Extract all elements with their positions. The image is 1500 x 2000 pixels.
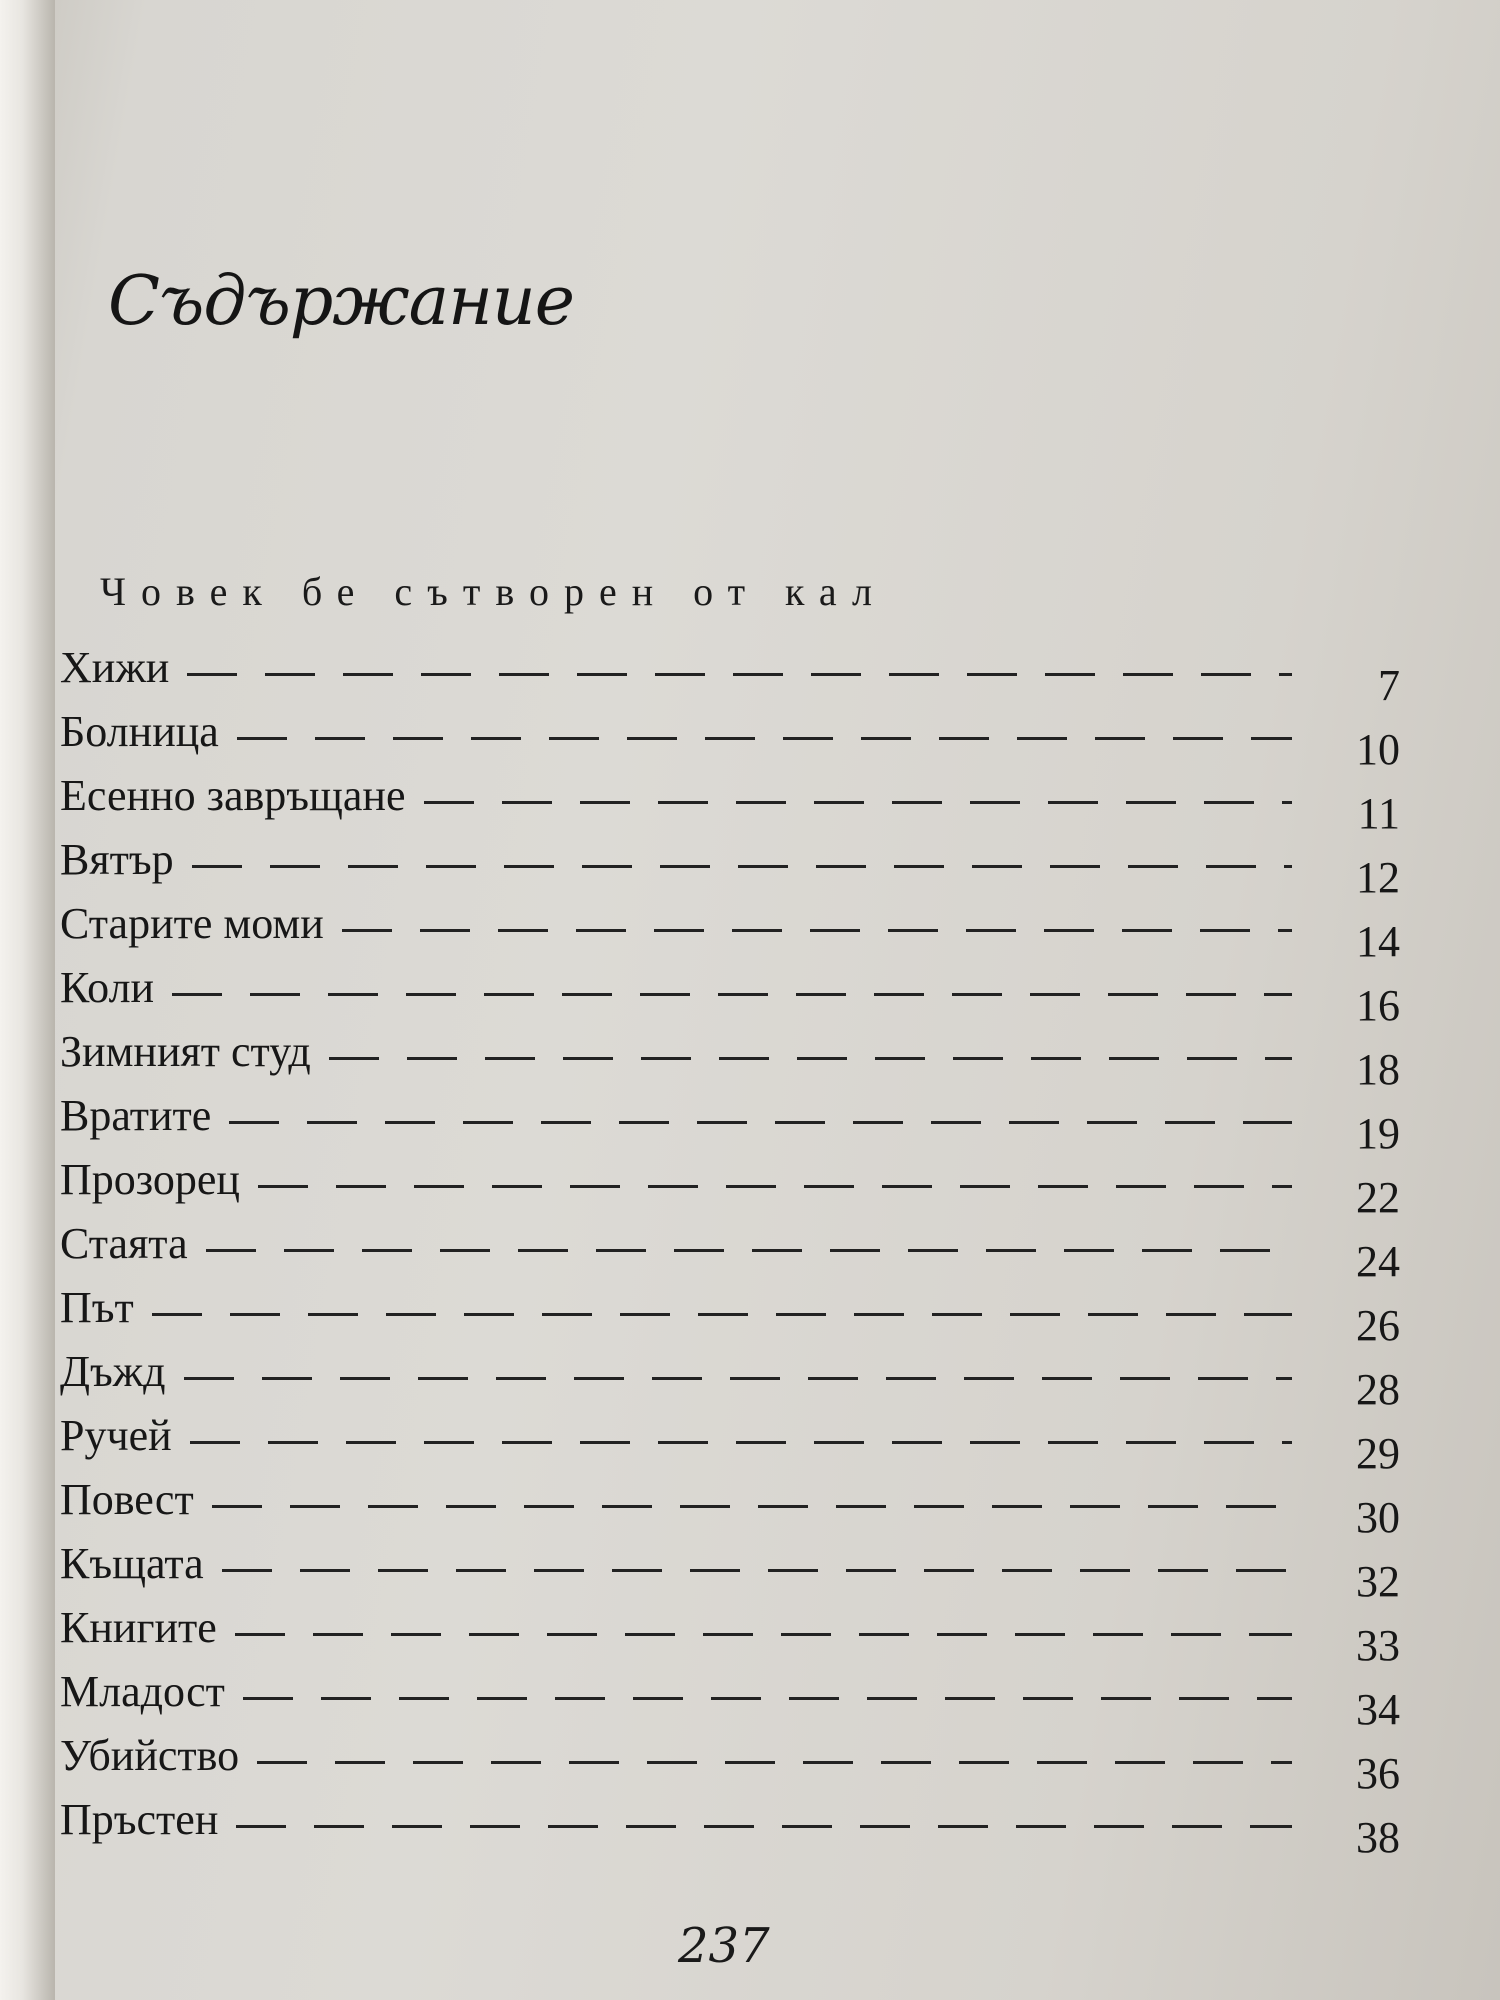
- toc-entry: [60, 1074, 1400, 1158]
- toc-entry: [60, 1586, 1400, 1670]
- dash-leader: [190, 1441, 1292, 1444]
- toc-entry-page: 32: [1356, 1557, 1400, 1606]
- toc-entry-page: 11: [1357, 789, 1400, 838]
- dash-leader: [152, 1313, 1292, 1316]
- toc-entry-title: Прозорец: [60, 1155, 240, 1204]
- dash-leader: [212, 1505, 1292, 1508]
- toc-entry: [60, 754, 1400, 838]
- toc-entry-title: Коли: [60, 963, 155, 1012]
- toc-entry: [60, 818, 1400, 902]
- dash-leader: [243, 1697, 1292, 1700]
- dash-leader: [257, 1761, 1292, 1764]
- toc-entry-title: Старите моми: [60, 899, 324, 948]
- dash-leader: [235, 1633, 1292, 1636]
- dash-leader: [258, 1185, 1292, 1188]
- toc-entry-page: 18: [1356, 1045, 1400, 1094]
- page-heading: Съдържание: [108, 262, 574, 341]
- toc-entry-title: Есенно завръщане: [60, 771, 406, 820]
- toc-entry-title: Ручей: [60, 1411, 172, 1460]
- toc-entry: [60, 1202, 1400, 1286]
- toc-entry-title: Зимният студ: [60, 1027, 311, 1076]
- toc-entry: [60, 690, 1400, 774]
- toc-entry-title: Дъжд: [60, 1347, 166, 1396]
- toc-entry-page: 28: [1356, 1365, 1400, 1414]
- toc-entry: [60, 1266, 1400, 1350]
- toc-entry: [60, 1394, 1400, 1478]
- page-number: 237: [678, 1918, 770, 1974]
- toc-entry: [60, 1330, 1400, 1414]
- dash-leader: [222, 1569, 1292, 1572]
- dash-leader: [342, 929, 1292, 932]
- toc-entry-page: 24: [1356, 1237, 1400, 1286]
- toc-entry-page: 10: [1356, 725, 1400, 774]
- toc-entry: [60, 1714, 1400, 1798]
- dash-leader: [172, 993, 1292, 996]
- toc-entry-title: Болница: [60, 707, 219, 756]
- toc-entry: [60, 1010, 1400, 1094]
- toc-entry-title: Вратите: [60, 1091, 212, 1140]
- toc-entry-page: 19: [1356, 1109, 1400, 1158]
- toc-entry-page: 38: [1356, 1813, 1400, 1862]
- toc-entry-page: 16: [1356, 981, 1400, 1030]
- toc-entry-title: Убийство: [60, 1731, 240, 1780]
- dash-leader: [192, 865, 1292, 868]
- toc-entry: [60, 1458, 1400, 1542]
- toc-entry-page: 7: [1378, 661, 1400, 710]
- toc-entry: [60, 882, 1400, 966]
- toc-entry-title: Хижи: [60, 643, 170, 692]
- toc-entry: [60, 1778, 1400, 1862]
- page-edge: [0, 0, 55, 2000]
- section-title: Човек бе сътворен от кал: [100, 569, 887, 614]
- dash-leader: [229, 1121, 1292, 1124]
- dash-leader: [237, 737, 1292, 740]
- toc-entry: [60, 1138, 1400, 1222]
- table-of-contents: [60, 626, 1400, 1862]
- toc-entry-page: 22: [1356, 1173, 1400, 1222]
- dash-leader: [236, 1825, 1292, 1828]
- toc-entry-title: Повест: [60, 1475, 194, 1524]
- toc-entry-page: 14: [1356, 917, 1400, 966]
- toc-entry: [60, 1522, 1400, 1606]
- toc-entry-title: Стаята: [60, 1219, 188, 1268]
- toc-entry-page: 33: [1356, 1621, 1400, 1670]
- toc-entry-page: 29: [1356, 1429, 1400, 1478]
- toc-entry-title: Книгите: [60, 1603, 217, 1652]
- dash-leader: [184, 1377, 1292, 1380]
- toc-entry-title: Пръстен: [60, 1795, 219, 1844]
- dash-leader: [424, 801, 1293, 804]
- toc-entry-page: 36: [1356, 1749, 1400, 1798]
- toc-entry: [60, 626, 1400, 710]
- toc-entry-page: 26: [1356, 1301, 1400, 1350]
- dash-leader: [187, 673, 1292, 676]
- toc-entry-page: 12: [1356, 853, 1400, 902]
- toc-entry-title: Вятър: [60, 835, 174, 884]
- toc-entry-title: Младост: [60, 1667, 225, 1716]
- toc-entry-title: Път: [60, 1283, 134, 1332]
- toc-entry: [60, 946, 1400, 1030]
- toc-entry-title: Къщата: [60, 1539, 204, 1588]
- toc-entry-page: 30: [1356, 1493, 1400, 1542]
- dash-leader: [206, 1249, 1292, 1252]
- toc-entry-page: 34: [1356, 1685, 1400, 1734]
- dash-leader: [329, 1057, 1292, 1060]
- toc-entry: [60, 1650, 1400, 1734]
